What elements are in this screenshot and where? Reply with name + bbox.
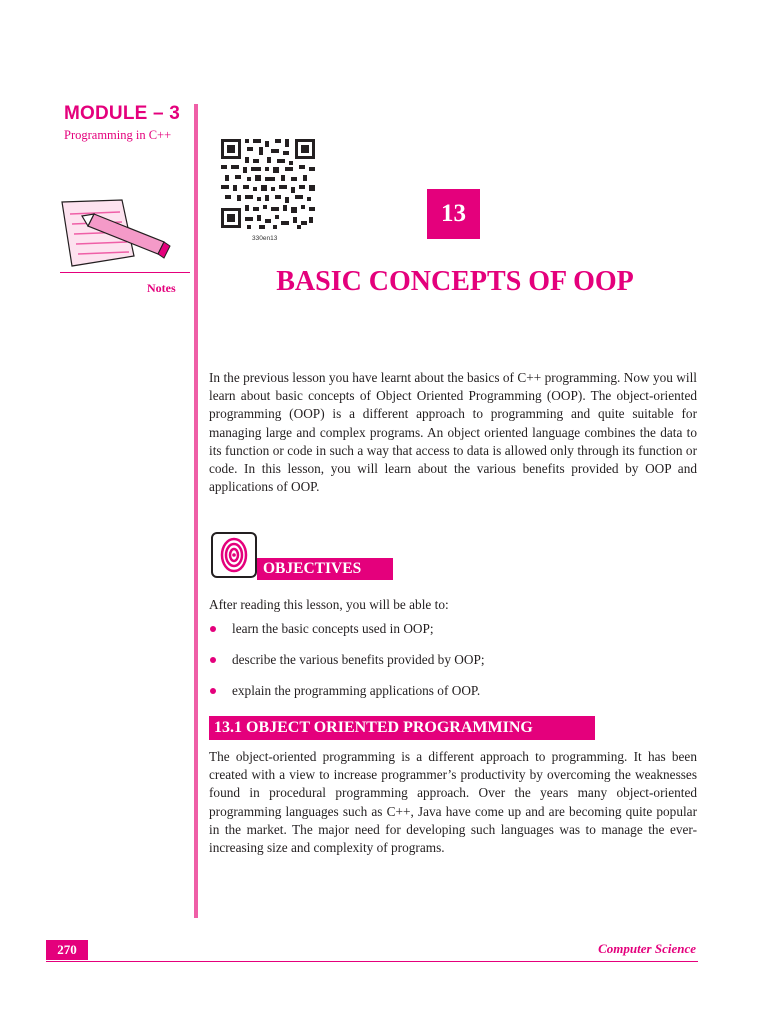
list-item-text: explain the programming applications of OOP. bbox=[232, 683, 481, 698]
module-subtitle: Programming in C++ bbox=[64, 128, 172, 142]
page-title: BASIC CONCEPTS OF OOP bbox=[276, 266, 634, 297]
section-paragraph: The object-oriented programming is a different approach to programming. It has been created with a view to increase programmer’s productivity by overcoming the weaknesses found in procedural programming approach. Over the years many object-oriented programming languages such as C++, Java have come up and are becoming quite popular in the market. The major need for developing such languages was to manage the ever-increasing size and complexity of programs. bbox=[209, 749, 697, 856]
target-icon bbox=[211, 532, 257, 578]
bullet-icon bbox=[210, 657, 216, 663]
list-item bbox=[209, 620, 697, 651]
bullet-icon bbox=[210, 626, 216, 632]
notes-pencil-icon bbox=[56, 196, 174, 272]
footer-rule bbox=[46, 961, 698, 962]
footer-book-title: Computer Science bbox=[598, 941, 696, 956]
qr-code-icon bbox=[219, 137, 317, 230]
lesson-number-badge: 13 bbox=[427, 189, 480, 239]
notes-label: Notes bbox=[147, 281, 176, 295]
page-number: 270 bbox=[46, 940, 88, 960]
objectives-list bbox=[209, 620, 697, 713]
list-item bbox=[209, 651, 697, 682]
module-title: MODULE – 3 bbox=[64, 103, 181, 124]
list-item-text: describe the various benefits provided by OOP; bbox=[232, 652, 485, 667]
list-item bbox=[209, 682, 697, 713]
objectives-heading: OBJECTIVES bbox=[263, 560, 362, 577]
qr-caption: 330en13 bbox=[252, 235, 278, 242]
margin-rule bbox=[194, 104, 198, 918]
section-heading: 13.1 OBJECT ORIENTED PROGRAMMING bbox=[209, 716, 595, 740]
list-item-text: learn the basic concepts used in OOP; bbox=[232, 621, 434, 636]
bullet-icon bbox=[210, 688, 216, 694]
objectives-lead: After reading this lesson, you will be able to: bbox=[209, 597, 449, 612]
notes-divider bbox=[60, 272, 190, 273]
intro-paragraph: In the previous lesson you have learnt about the basics of C++ programming. Now you will learn about basic concepts of Object Oriented Programming (OOP). The object-oriented programming (OOP) is a different approach to programming and quite suitable for managing large and complex programs. An object oriented language combines the data to its function or code in such a way that access to data is allowed only through its function or code. In this lesson, you will learn about the various benefits provided by OOP and applications of OOP. bbox=[209, 370, 697, 495]
